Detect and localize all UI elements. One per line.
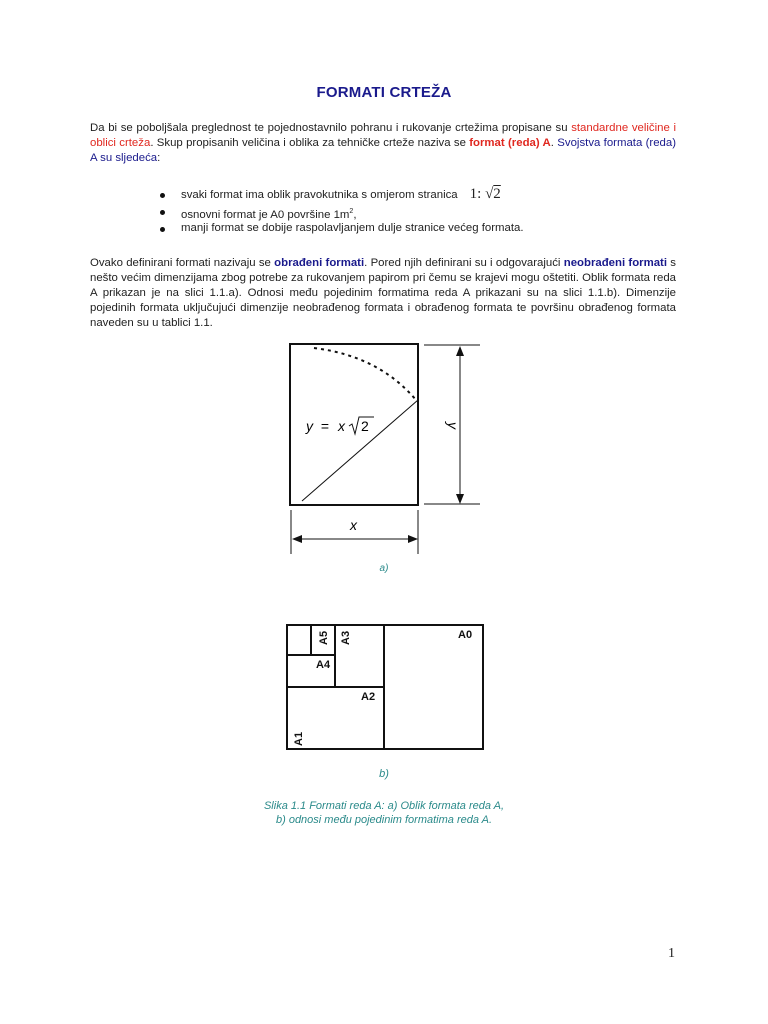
second-text-2: . Pored njih definirani su i odgovarajući: [364, 257, 564, 269]
label-a3: A3: [340, 630, 352, 645]
page-number: 1: [668, 946, 675, 961]
bullet-text: manji format se dobije raspolavljanjem dulje stranice većeg formata.: [181, 222, 524, 234]
second-paragraph: [90, 256, 676, 331]
intro-text-2: . Skup propisanih veličina i oblika za tehničke crteže naziva se: [150, 137, 470, 149]
arrow-right-icon: [408, 535, 418, 543]
page-title: FORMATI CRTEŽA: [316, 84, 452, 101]
figure-b-format-relations: [284, 622, 486, 752]
dotted-arc: [314, 348, 416, 400]
equation-x: x: [338, 418, 345, 434]
ratio-text: 1:: [469, 186, 486, 202]
bullet-comma: ,: [353, 208, 357, 221]
superscript: 2: [349, 208, 354, 215]
label-a4: A4: [316, 659, 331, 671]
arrow-down-icon: [456, 494, 464, 504]
bullet-icon: [160, 227, 165, 232]
second-text-1: Ovako definirani formati nazivaju se: [90, 257, 275, 269]
equation-equals: =: [317, 418, 333, 434]
figure-b-caption: b): [379, 768, 389, 780]
intro-colon: :: [157, 152, 161, 164]
diagonal-line: [302, 400, 418, 501]
figure-caption-line-2: b) odnosi među pojedinim formatima reda A.: [275, 814, 493, 826]
highlight-obradeni: obrađeni formati: [274, 257, 365, 269]
list-item: [160, 220, 680, 237]
intro-paragraph: [90, 121, 676, 166]
label-a0: A0: [458, 629, 473, 641]
intro-text-3: .: [550, 137, 558, 149]
ratio-root: 2: [493, 186, 501, 202]
label-a1: A1: [293, 731, 305, 746]
figure-a-format-shape: [284, 338, 494, 560]
list-item: [160, 203, 680, 220]
label-a5: A5: [318, 630, 330, 645]
bullet-icon: [160, 193, 165, 198]
second-text-3: s nešto većim dimenzijama zbog potrebe za rukovanjem papirom pri čemu se krajevi mogu oštetiti. Oblik formata reda A prikazan je na slici 1.1.a). Odnosi među pojedinim formatima reda A prikazani su na slici 1.1.b). Dimenzije pojedinih formata uključujući dimenzije neobrađenog formata i obrađenog formata te površinu obrađenog formata naveden su u tablici 1.1.: [90, 257, 676, 329]
intro-properties: Svojstva formata (reda) A su sljedeća: [90, 137, 676, 164]
arrow-up-icon: [456, 346, 464, 356]
intro-highlight-format: format (reda) A: [469, 137, 551, 149]
figure-a-caption: a): [379, 563, 389, 574]
equation-lhs: y: [306, 418, 313, 434]
properties-list: [160, 186, 680, 237]
arrow-left-icon: [292, 535, 302, 543]
x-label: x: [350, 517, 357, 533]
y-label: y: [445, 422, 461, 429]
bullet-icon: [160, 210, 165, 215]
equation-root: 2: [361, 418, 369, 434]
list-item: [160, 186, 680, 203]
sqrt-icon: √: [485, 186, 494, 202]
highlight-neobradeni: neobrađeni formati: [563, 257, 668, 269]
bullet-text: svaki format ima oblik pravokutnika s omjerom stranica: [181, 189, 458, 201]
intro-text-1: Da bi se poboljšala preglednost te pojednostavnilo pohranu i rukovanje crtežima propisane su: [90, 122, 572, 134]
bullet-text: osnovni format je A0 površine 1m: [181, 208, 350, 221]
figure-caption-line-1: Slika 1.1 Formati reda A: a) Oblik formata reda A,: [263, 800, 505, 812]
label-a2: A2: [361, 691, 376, 703]
intro-highlight-standard: standardne veličine i oblici crteža: [90, 122, 676, 149]
